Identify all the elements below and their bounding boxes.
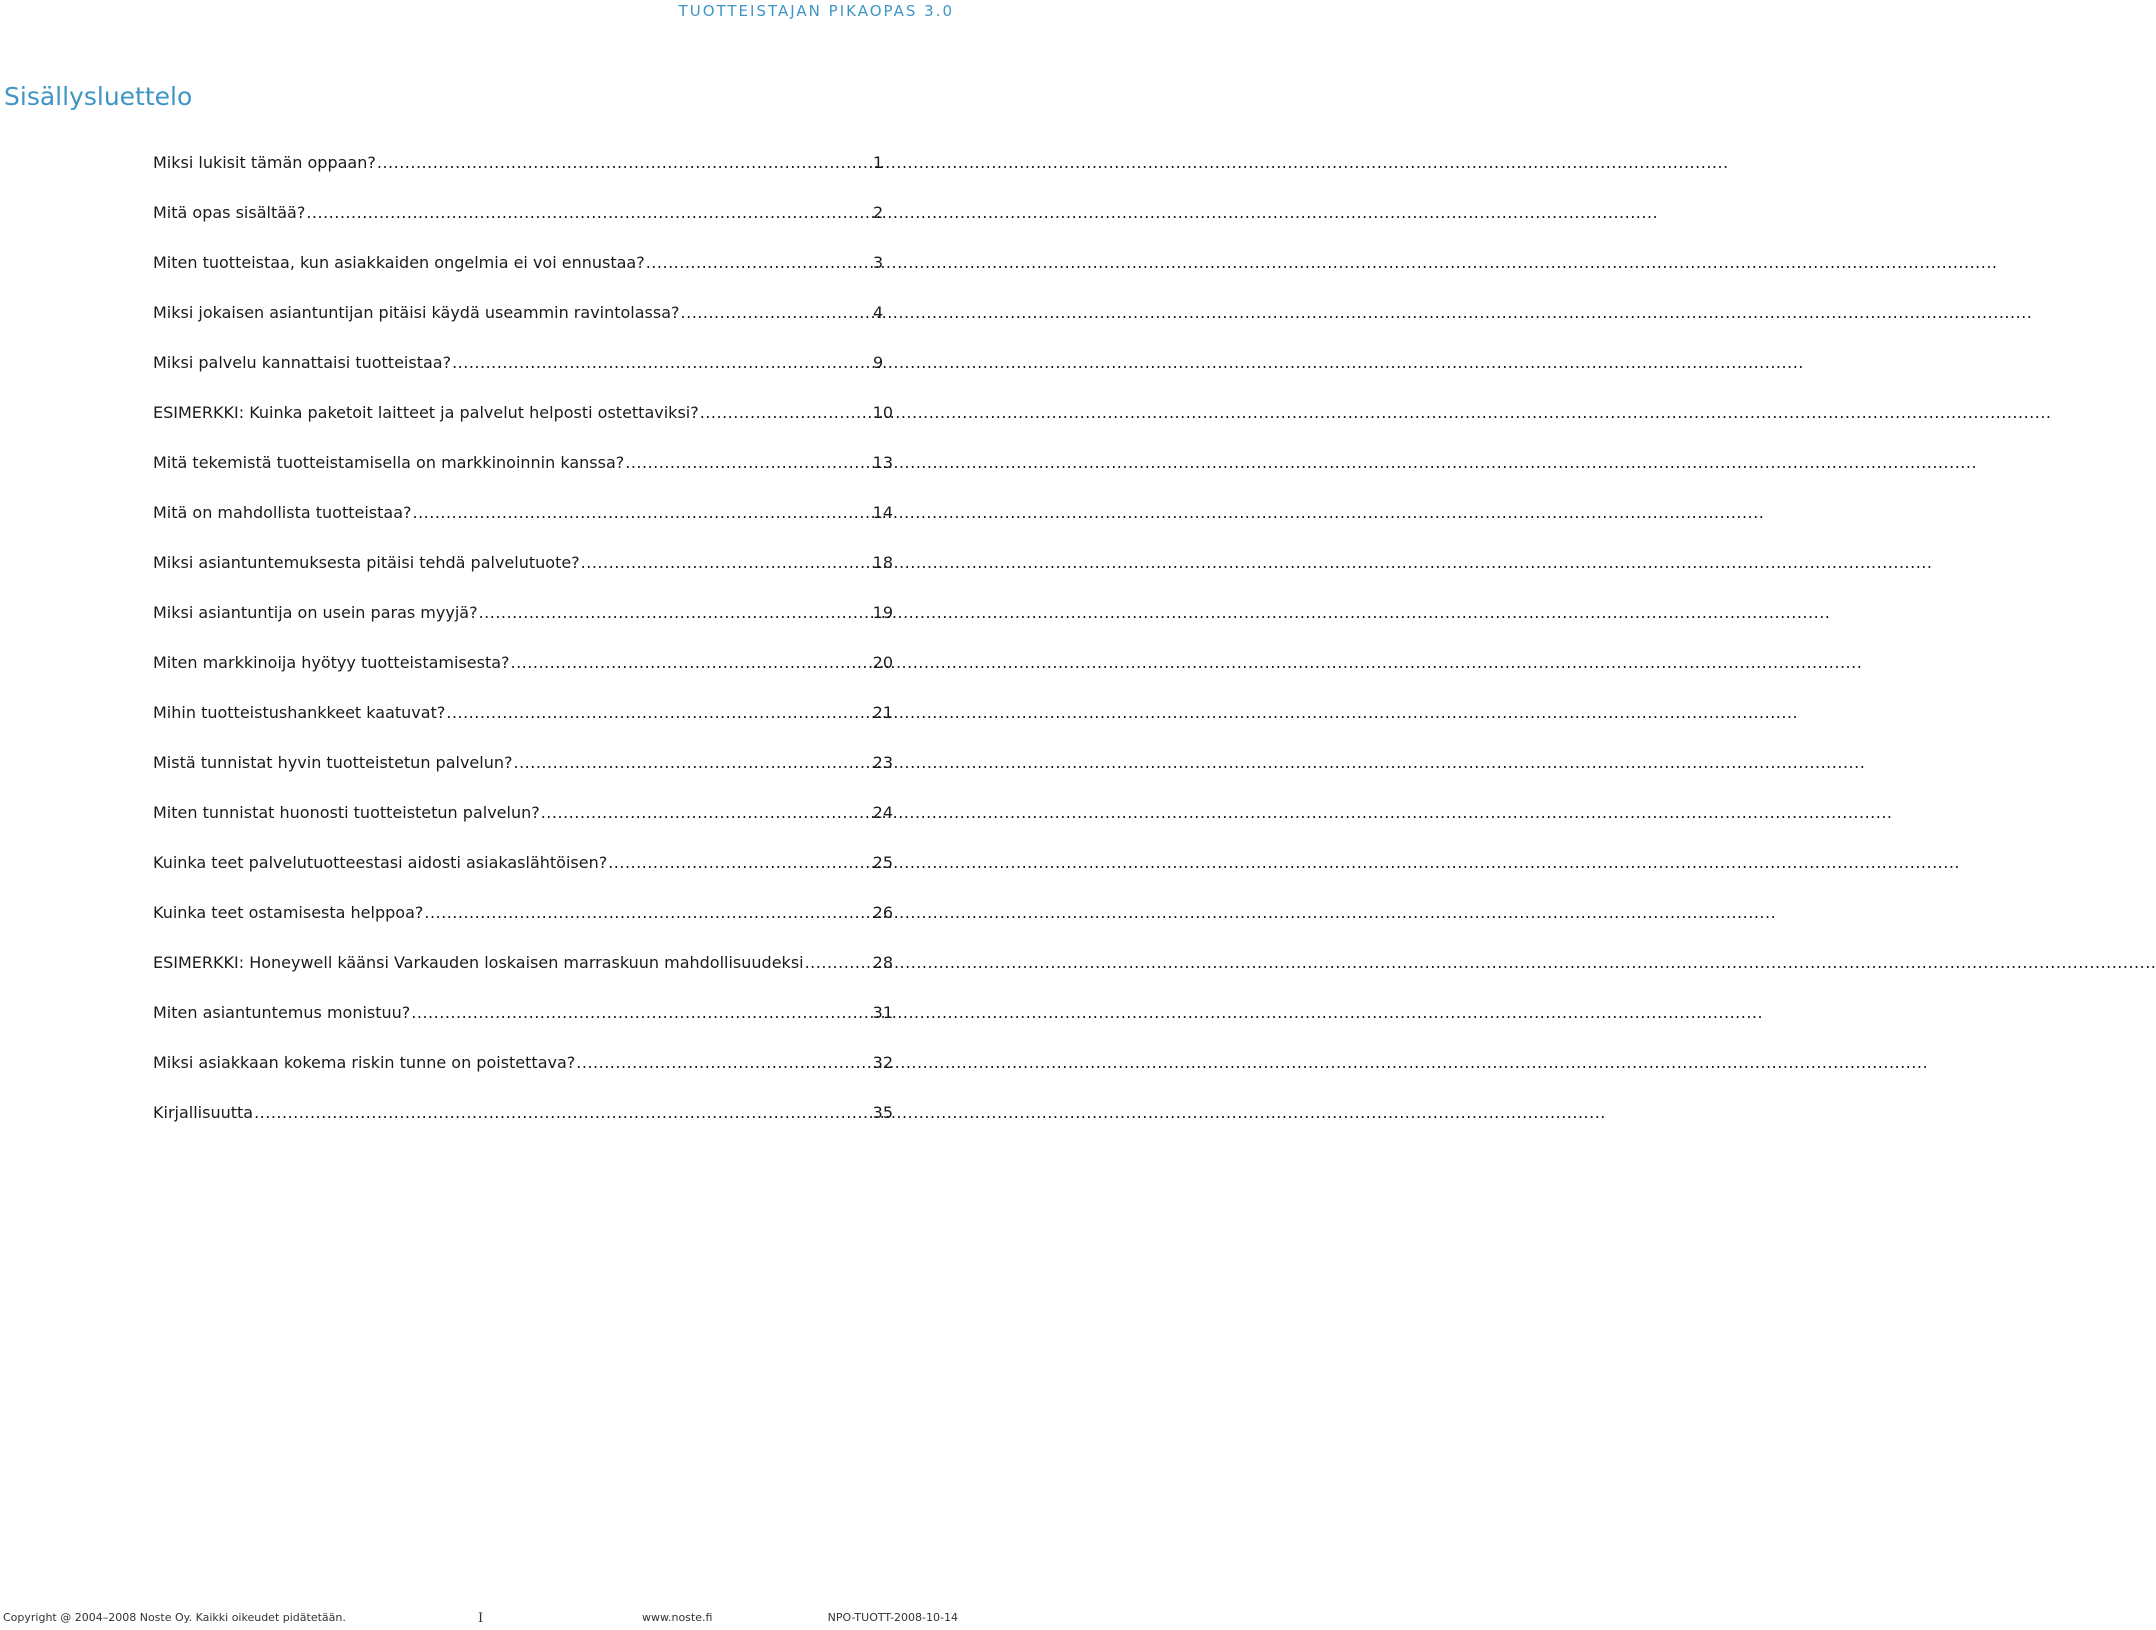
dot-leader	[681, 303, 872, 322]
toc-page-number: 21	[872, 703, 893, 722]
toc-entry-text: Mistä tunnistat hyvin tuotteistetun palvelun?	[153, 753, 513, 772]
toc-entry[interactable]	[153, 753, 893, 803]
toc-entry-text: Kirjallisuutta	[153, 1103, 254, 1122]
table-of-contents	[153, 153, 893, 1153]
toc-entry-text: Mitä on mahdollista tuotteistaa?	[153, 503, 412, 522]
toc-entry[interactable]	[153, 1003, 893, 1053]
dot-leader	[700, 403, 872, 422]
toc-entry-text: ESIMERKKI: Honeywell käänsi Varkauden loskaisen marraskuun mahdollisuudeksi	[153, 953, 804, 972]
dot-leader	[541, 803, 872, 822]
dot-leader	[424, 903, 871, 922]
toc-entry[interactable]	[153, 503, 893, 553]
toc-entry[interactable]	[153, 603, 893, 653]
dot-leader	[306, 203, 872, 222]
footer-document-code: NPO-TUOTT-2008-10-14	[827, 1611, 958, 1624]
toc-entry[interactable]	[153, 153, 893, 203]
dot-leader	[608, 853, 871, 872]
toc-entry-text: ESIMERKKI: Kuinka paketoit laitteet ja palvelut helposti ostettaviksi?	[153, 403, 699, 422]
toc-page-number: 18	[872, 553, 893, 572]
dot-leader	[511, 653, 872, 672]
toc-page-number: 3	[873, 253, 884, 272]
toc-entry-text: Miksi palvelu kannattaisi tuotteistaa?	[153, 353, 452, 372]
footer-url-link[interactable]: www.noste.fi	[642, 1611, 713, 1624]
toc-title: Sisällysluettelo	[4, 82, 193, 111]
footer-page-number: I	[478, 1611, 484, 1626]
toc-page-number: 25	[872, 853, 893, 872]
toc-entry-text: Miten tunnistat huonosti tuotteistetun palvelun?	[153, 803, 540, 822]
toc-entry-text: Mitä opas sisältää?	[153, 203, 306, 222]
toc-page-number: 28	[872, 953, 893, 972]
toc-entry[interactable]	[153, 1103, 893, 1153]
toc-page-number: 4	[873, 303, 884, 322]
dot-leader	[581, 553, 872, 572]
toc-entry[interactable]	[153, 953, 893, 1003]
toc-entry-text: Miten markkinoija hyötyy tuotteistamisesta?	[153, 653, 510, 672]
toc-page-number: 10	[872, 403, 893, 422]
dot-leader	[377, 153, 872, 172]
dot-leader	[446, 703, 871, 722]
toc-entry-text: Miten tuotteistaa, kun asiakkaiden ongelmia ei voi ennustaa?	[153, 253, 645, 272]
toc-page-number: 24	[872, 803, 893, 822]
toc-entry[interactable]	[153, 653, 893, 703]
dot-leader	[411, 1003, 871, 1022]
running-header-title: TUOTTEISTAJAN PIKAOPAS 3.0	[678, 2, 954, 20]
toc-page-number: 9	[873, 353, 884, 372]
page-footer	[0, 1611, 960, 1629]
toc-page-number: 20	[872, 653, 893, 672]
toc-entry-text: Miksi jokaisen asiantuntijan pitäisi käydä useammin ravintolassa?	[153, 303, 680, 322]
toc-entry[interactable]	[153, 703, 893, 753]
dot-leader	[513, 753, 871, 772]
toc-entry[interactable]	[153, 903, 893, 953]
toc-page-number: 26	[872, 903, 893, 922]
toc-entry-text: Miksi asiantuntemuksesta pitäisi tehdä palvelutuote?	[153, 553, 580, 572]
toc-page-number: 31	[872, 1003, 893, 1022]
toc-entry[interactable]	[153, 453, 893, 503]
dot-leader	[452, 353, 872, 372]
toc-entry-text: Miksi lukisit tämän oppaan?	[153, 153, 376, 172]
toc-entry-text: Kuinka teet palvelutuotteestasi aidosti asiakaslähtöisen?	[153, 853, 608, 872]
dot-leader	[805, 953, 872, 972]
dot-leader	[646, 253, 872, 272]
toc-page-number: 23	[872, 753, 893, 772]
toc-entry-text: Miksi asiakkaan kokema riskin tunne on poistettava?	[153, 1053, 576, 1072]
toc-entry[interactable]	[153, 853, 893, 903]
toc-entry[interactable]	[153, 403, 893, 453]
toc-entry-text: Kuinka teet ostamisesta helppoa?	[153, 903, 424, 922]
toc-entry[interactable]	[153, 1053, 893, 1103]
dot-leader	[479, 603, 872, 622]
toc-page-number: 35	[872, 1103, 893, 1122]
toc-entry[interactable]	[153, 803, 893, 853]
toc-page-number: 13	[872, 453, 893, 472]
toc-page-number: 32	[872, 1053, 893, 1072]
toc-entry-text: Miksi asiantuntija on usein paras myyjä?	[153, 603, 478, 622]
dot-leader	[625, 453, 871, 472]
toc-entry[interactable]	[153, 203, 893, 253]
toc-entry[interactable]	[153, 553, 893, 603]
dot-leader	[254, 1103, 872, 1122]
dot-leader	[413, 503, 872, 522]
toc-entry[interactable]	[153, 303, 893, 353]
toc-page-number: 14	[872, 503, 893, 522]
toc-entry-text: Miten asiantuntemus monistuu?	[153, 1003, 411, 1022]
toc-page-number: 19	[872, 603, 893, 622]
toc-entry[interactable]	[153, 253, 893, 303]
toc-page-number: 2	[873, 203, 884, 222]
toc-entry-text: Mitä tekemistä tuotteistamisella on markkinoinnin kanssa?	[153, 453, 625, 472]
toc-entry-text: Mihin tuotteistushankkeet kaatuvat?	[153, 703, 446, 722]
dot-leader	[576, 1053, 871, 1072]
toc-page-number: 1	[873, 153, 884, 172]
footer-copyright: Copyright @ 2004–2008 Noste Oy. Kaikki oikeudet pidätetään.	[3, 1611, 346, 1624]
toc-entry[interactable]	[153, 353, 893, 403]
